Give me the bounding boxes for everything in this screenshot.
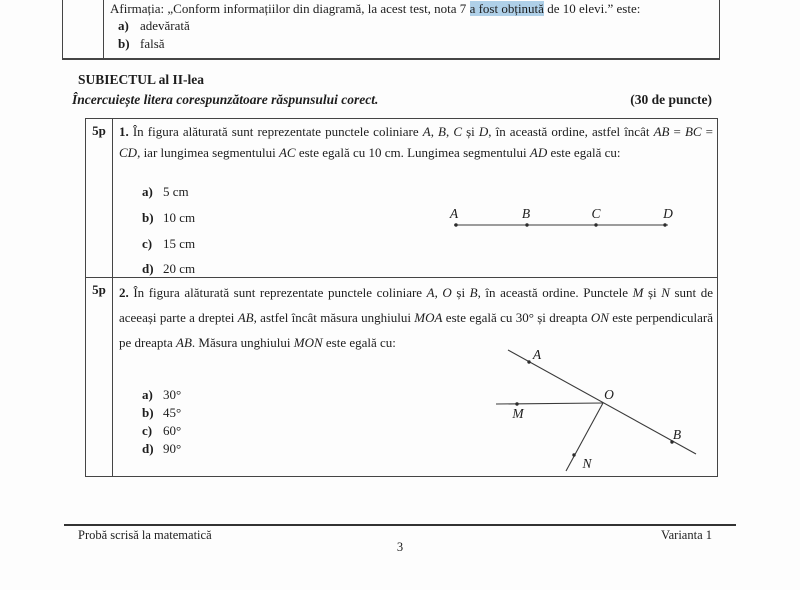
point-label-n: N <box>582 456 592 471</box>
question-2-option-a <box>142 387 181 403</box>
points-total: (30 de puncte) <box>630 92 712 107</box>
question-1-score: 5p <box>92 123 106 138</box>
page-number: 3 <box>396 540 404 554</box>
section-instruction-row <box>72 92 712 108</box>
option-text: 20 cm <box>163 261 196 276</box>
table-column-divider <box>112 119 113 476</box>
question-1-option-c <box>142 236 195 252</box>
ray-om <box>496 403 603 404</box>
footer-rule <box>64 524 736 526</box>
footer-subject: Probă scrisă la matematică <box>78 528 212 542</box>
option-text: 30° <box>163 387 182 402</box>
point-label-o: O <box>604 387 614 402</box>
point-dot-a <box>527 360 530 363</box>
angle-diagram <box>486 343 706 479</box>
option-letter: a) <box>142 184 153 199</box>
option-text: adevărată <box>140 18 190 33</box>
question-1-option-a <box>142 184 189 200</box>
option-letter: b) <box>118 36 130 51</box>
answer-option <box>118 36 165 52</box>
point-label-m: M <box>512 406 524 421</box>
option-letter: c) <box>142 236 153 251</box>
option-letter: c) <box>142 423 153 438</box>
option-text: falsă <box>140 36 165 51</box>
question-2-text: 2. În figura alăturată sunt reprezentate punctele coliniare A, O și B, în această ordine. Punctele M și N sunt de aceeași parte a dreptei AB, astfel încât măsura unghiului MOA este egală cu 30° și dreapta ON este perpendiculară pe dreapta AB. Măsura unghiului MON este egală cu: <box>119 285 714 350</box>
table-row-divider <box>86 277 717 278</box>
option-text: 10 cm <box>163 210 196 225</box>
statement-text: Afirmația: „Conform informațiilor din diagramă, la acest test, nota 7 a fost obținută de 10 elevi.” este: <box>110 1 641 16</box>
questions-table <box>85 118 718 477</box>
point-label-b: B <box>672 427 682 442</box>
option-text: 60° <box>163 423 182 438</box>
point-dot-b <box>525 223 528 226</box>
option-letter: b) <box>142 405 154 420</box>
option-letter: d) <box>142 441 154 456</box>
question-1-option-b <box>142 210 195 226</box>
point-label-a: A <box>532 347 542 362</box>
option-letter: a) <box>142 387 153 402</box>
point-label-a: A <box>449 206 459 221</box>
option-text: 15 cm <box>163 236 196 251</box>
option-text: 45° <box>163 405 182 420</box>
option-letter: d) <box>142 261 154 276</box>
previous-question-box <box>62 0 720 60</box>
question-2-option-c <box>142 423 181 439</box>
question-2-score: 5p <box>92 282 106 297</box>
question-2-option-b <box>142 405 181 421</box>
option-letter: b) <box>142 210 154 225</box>
option-text: 5 cm <box>163 184 189 199</box>
option-text: 90° <box>163 441 182 456</box>
point-dot-a <box>454 223 457 226</box>
point-label-b: B <box>521 206 531 221</box>
point-dot-c <box>594 223 597 226</box>
point-label-d: D <box>663 206 673 221</box>
point-label-c: C <box>591 206 601 221</box>
table-column-divider <box>103 0 104 58</box>
line-ab <box>508 350 696 454</box>
question-1-text: 1. În figura alăturată sunt reprezentate punctele coliniare A, B, C și D, în această ordine, astfel încât AB = BC = CD, iar lungimea segmentului AC este egală cu 10 cm. Lungimea segmentului AD este egală cu: <box>119 124 714 160</box>
answer-option <box>118 18 190 34</box>
point-dot-n <box>572 453 575 456</box>
footer-variant: Varianta 1 <box>660 528 712 542</box>
point-dot-d <box>663 223 666 226</box>
option-letter: a) <box>118 18 129 33</box>
instruction-text: Încercuiește litera corespunzătoare răspunsului corect. <box>72 92 379 107</box>
question-1-option-d <box>142 261 195 277</box>
section-title: SUBIECTUL al II-lea <box>78 72 205 87</box>
segment-diagram <box>446 197 676 237</box>
question-2-option-d <box>142 441 181 457</box>
